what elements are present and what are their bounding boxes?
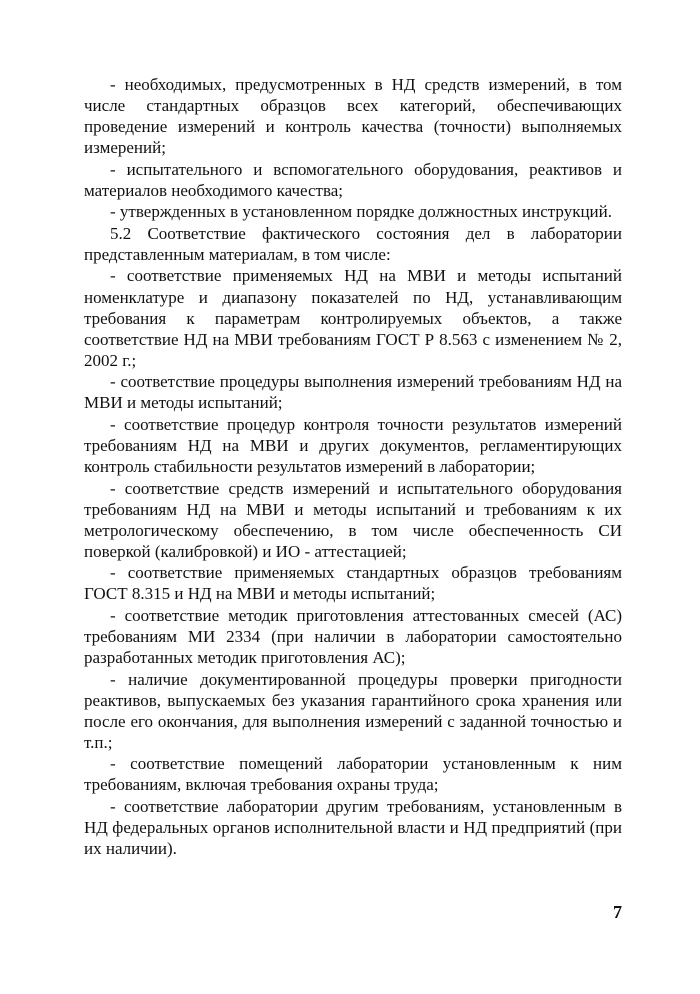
paragraph-mixtures-methods: - соответствие методик приготовления аттестованных смесей (АС) требованиям МИ 2334 (при наличии в лаборатории самостоятельно разработанных методик приготовления АС); bbox=[84, 605, 622, 668]
paragraph-measurement-procedure: - соответствие процедуры выполнения измерений требованиям НД на МВИ и методы испытаний; bbox=[84, 372, 622, 413]
page-number: 7 bbox=[613, 902, 622, 922]
paragraph-reference-samples: - соответствие применяемых стандартных образцов требованиям ГОСТ 8.315 и НД на МВИ и методы испытаний; bbox=[84, 563, 622, 604]
paragraph-nd-mvi-compliance: - соответствие применяемых НД на МВИ и методы испытаний номенклатуре и диапазону показателей по НД, устанавливающим требования к параметрам контролируемых объектов, а также соответствие НД на МВИ требованиям ГОСТ Р 8.563 с изменением № 2, 2002 г.; bbox=[84, 266, 622, 370]
paragraph-measuring-instruments: - необходимых, предусмотренных в НД средств измерений, в том числе стандартных образцов всех категорий, обеспечивающих проведение измерений и контроль качества (точности) выполняемых измерений; bbox=[84, 75, 622, 158]
paragraph-test-equipment: - испытательного и вспомогательного оборудования, реактивов и материалов необходимого качества; bbox=[84, 159, 622, 200]
paragraph-premises: - соответствие помещений лаборатории установленным к ним требованиям, включая требования охраны труда; bbox=[84, 754, 622, 795]
paragraph-reagents-check: - наличие документированной процедуры проверки пригодности реактивов, выпускаемых без указания гарантийного срока хранения или после его окончания, для выполнения измерений с заданной точностью и т.п.; bbox=[84, 669, 622, 752]
paragraph-other-requirements: - соответствие лаборатории другим требованиям, установленным в НД федеральных органов исполнительной власти и НД предприятий (при их наличии). bbox=[84, 796, 622, 859]
paragraph-accuracy-control: - соответствие процедур контроля точности результатов измерений требованиям НД на МВИ и других документов, регламентирующих контроль стабильности результатов измерений в лаборатории; bbox=[84, 414, 622, 477]
section-5-2-heading: 5.2 Соответствие фактического состояния дел в лаборатории представленным материалам, в том числе: bbox=[84, 223, 622, 264]
paragraph-instruments-compliance: - соответствие средств измерений и испытательного оборудования требованиям НД на МВИ и методы испытаний и требованиям к их метрологическому обеспечению, в том числе обеспеченность СИ поверкой (калибровкой) и ИО - аттестацией; bbox=[84, 478, 622, 561]
document-page bbox=[84, 74, 622, 859]
paragraph-job-instructions: - утвержденных в установленном порядке должностных инструкций. bbox=[110, 202, 613, 222]
